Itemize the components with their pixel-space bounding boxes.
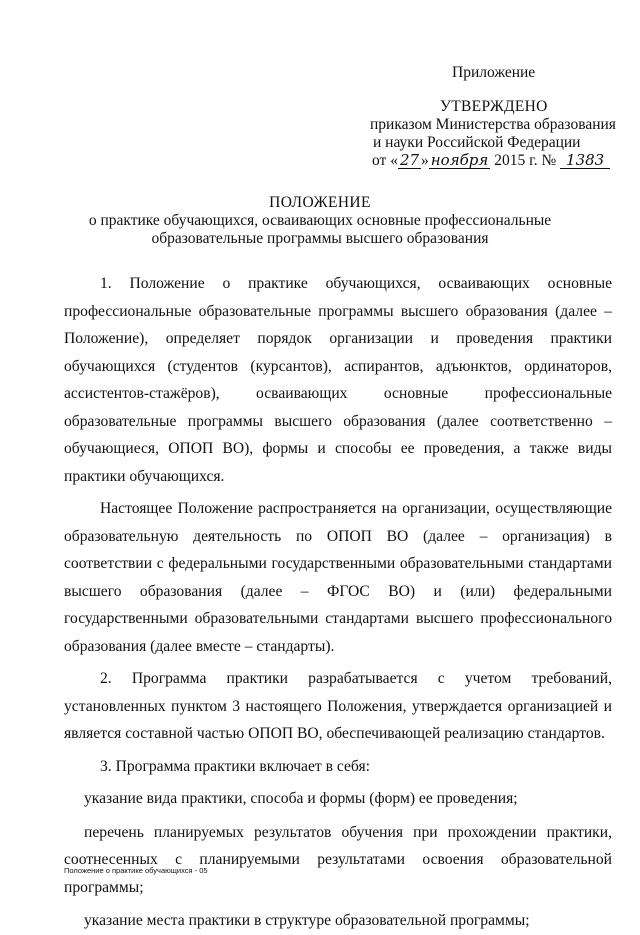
title-subtitle-line-1: о практике обучающихся, осваивающих основные профессиональные (88, 212, 552, 229)
date-mid: » (421, 152, 429, 169)
paragraph-6: перечень планируемых результатов обучения при прохождении практики, соотнесенных с планируемыми результатами освоения образовательной программы; (64, 823, 612, 896)
approval-line-federation: и науки Российской Федерации (373, 134, 581, 151)
paragraph-5: указание вида практики, способа и формы (форм) ее проведения; (84, 790, 518, 807)
paragraph-1: 1. Положение о практике обучающихся, осваивающих основные профессиональные образовательные программы высшего образования (далее – Положение), определяет порядок организации и проведения практики обучающихся (студентов (курсантов), аспирантов, адъюнктов, ординаторов, ассистентов-стажёров), осваивающих основные профессиональные образовательные программы высшего образования (далее соответственно – обучающиеся, ОПОП ВО), формы и способы ее проведения, а также виды практики обучающихся. (64, 275, 612, 485)
paragraph-7: указание места практики в структуре образовательной программы; (84, 912, 530, 929)
year-and-number-label: 2015 г. № (494, 152, 557, 169)
handwritten-order-number: 1383 (560, 152, 610, 169)
document-title (0, 194, 640, 248)
handwritten-day: 27 (399, 151, 420, 169)
paragraph-2: Настоящее Положение распространяется на организации, осуществляющие образовательную деятельность по ОПОП ВО (далее – организация) в соответствии с федеральными государственными образовательными стандартами высшего образования (далее – ФГОС ВО) и (или) федеральными государственными образовательными стандартами высшего профессионального образования (далее вместе – стандарты). (64, 500, 612, 655)
document-body (64, 270, 612, 935)
approved-heading: УТВЕРЖДЕНО (440, 98, 548, 115)
title-subtitle-line-2: образовательные программы высшего образования (151, 230, 489, 247)
handwritten-month: ноября (430, 151, 489, 169)
footer-note: Положение о практике обучающихся - 05 (64, 866, 208, 875)
date-prefix: от « (372, 152, 398, 169)
approval-date-line (372, 150, 610, 172)
approval-line-ministry: приказом Министерства образования (370, 116, 616, 133)
appendix-label: Приложение (452, 64, 536, 81)
title-heading: ПОЛОЖЕНИЕ (269, 194, 371, 211)
paragraph-4: 3. Программа практики включает в себя: (100, 757, 370, 775)
paragraph-3: 2. Программа практики разрабатывается с учетом требований, установленных пунктом 3 настоящего Положения, утверждается организацией и является составной частью ОПОП ВО, обеспечивающей реализацию стандартов. (64, 670, 612, 742)
